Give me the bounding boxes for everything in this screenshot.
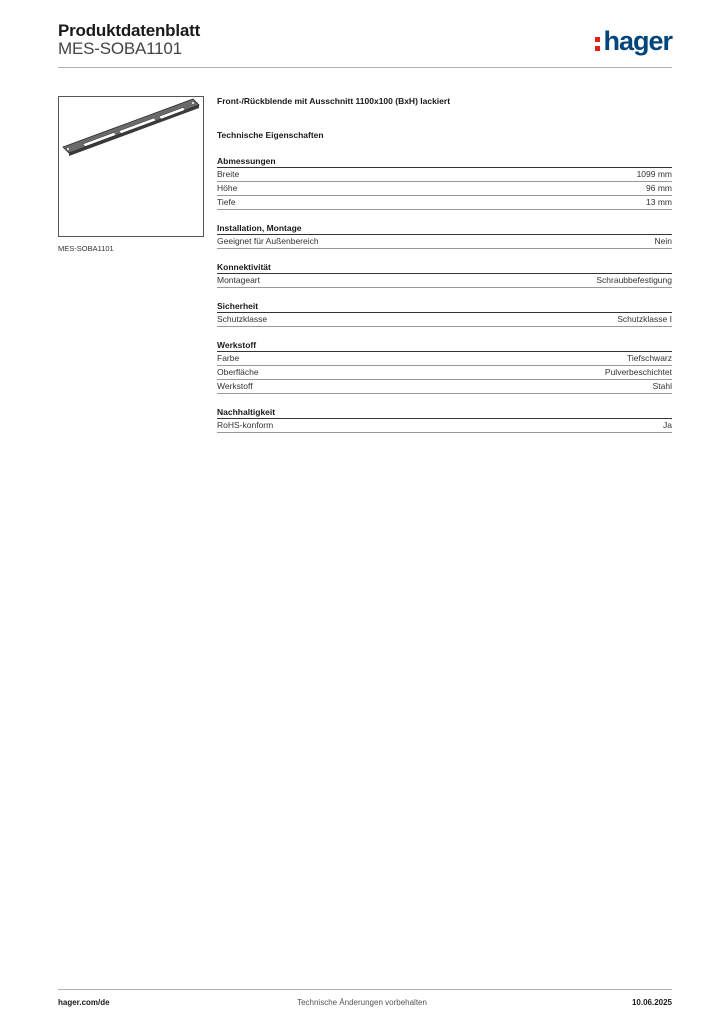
footer-notice: Technische Änderungen vorbehalten bbox=[297, 998, 427, 1007]
property-section bbox=[217, 261, 672, 288]
property-label: Montageart bbox=[217, 275, 260, 285]
property-label: RoHS-konform bbox=[217, 420, 274, 430]
property-value: Pulverbeschichtet bbox=[604, 367, 672, 377]
property-label: Geeignet für Außenbereich bbox=[217, 236, 319, 246]
property-label: Werkstoff bbox=[217, 381, 253, 391]
property-row bbox=[217, 168, 672, 182]
property-row bbox=[217, 352, 672, 366]
property-label: Höhe bbox=[217, 183, 238, 193]
property-row bbox=[217, 380, 672, 394]
property-row bbox=[217, 274, 672, 288]
property-label: Tiefe bbox=[217, 197, 236, 207]
property-value: 13 mm bbox=[646, 197, 672, 207]
product-name: Front-/Rückblende mit Ausschnitt 1100x100 (BxH) lackiert bbox=[217, 96, 451, 106]
product-image bbox=[58, 96, 204, 237]
property-value: Ja bbox=[663, 420, 672, 430]
property-value: 96 mm bbox=[646, 183, 672, 193]
property-label: Schutzklasse bbox=[217, 314, 268, 324]
property-section bbox=[217, 406, 672, 433]
section-title: Werkstoff bbox=[217, 339, 672, 352]
property-value: Schraubbefestigung bbox=[596, 275, 672, 285]
logo-colon-mark bbox=[595, 34, 601, 52]
image-caption: MES-SOBA1101 bbox=[58, 244, 114, 253]
footer-website[interactable]: hager.com/de bbox=[58, 998, 110, 1007]
product-details bbox=[217, 95, 672, 445]
property-value: Nein bbox=[654, 236, 672, 246]
property-section bbox=[217, 155, 672, 210]
property-label: Breite bbox=[217, 169, 240, 179]
section-title: Sicherheit bbox=[217, 300, 672, 313]
page-title: Produktdatenblatt bbox=[58, 21, 201, 40]
property-label: Oberfläche bbox=[217, 367, 259, 377]
section-title: Nachhaltigkeit bbox=[217, 406, 672, 419]
property-row bbox=[217, 419, 672, 433]
property-section bbox=[217, 222, 672, 249]
front-panel-illustration bbox=[59, 97, 203, 236]
property-value: Tiefschwarz bbox=[626, 353, 672, 363]
property-value: Schutzklasse I bbox=[617, 314, 672, 324]
footer-date: 10.06.2025 bbox=[631, 998, 672, 1007]
property-row bbox=[217, 366, 672, 380]
property-row bbox=[217, 235, 672, 249]
section-title: Abmessungen bbox=[217, 155, 672, 168]
section-title: Konnektivität bbox=[217, 261, 672, 274]
property-row bbox=[217, 313, 672, 327]
property-value: 1099 mm bbox=[636, 169, 672, 179]
property-section bbox=[217, 339, 672, 394]
properties-heading: Technische Eigenschaften bbox=[217, 130, 324, 140]
footer-divider bbox=[58, 989, 672, 990]
hager-logo: hager bbox=[595, 26, 672, 56]
section-title: Installation, Montage bbox=[217, 222, 672, 235]
property-label: Farbe bbox=[217, 353, 240, 363]
property-sections bbox=[217, 155, 672, 433]
property-row bbox=[217, 182, 672, 196]
property-value: Stahl bbox=[652, 381, 672, 391]
property-section bbox=[217, 300, 672, 327]
property-row bbox=[217, 196, 672, 210]
header-divider bbox=[58, 67, 672, 68]
product-code: MES-SOBA1101 bbox=[58, 39, 182, 58]
